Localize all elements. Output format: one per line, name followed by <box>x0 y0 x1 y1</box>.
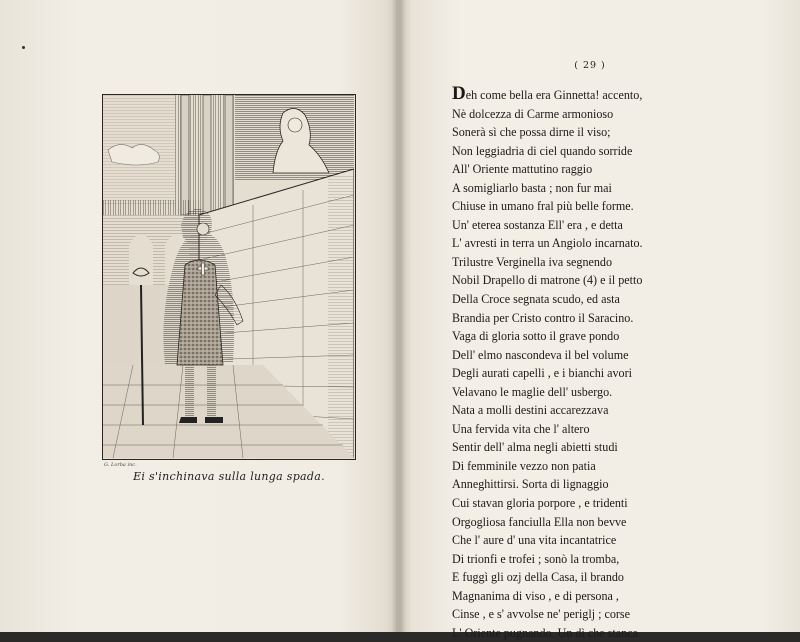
poem-line: L' avresti in terra un Angiolo incarnato. <box>452 236 643 251</box>
poem-line: All' Oriente mattutino raggio <box>452 162 593 177</box>
poem-line: Orgogliosa fanciulla Ella non bevve <box>452 514 627 529</box>
poem-line: Chiuse in umano fral più belle forme. <box>452 199 634 214</box>
poem-line: Della Croce segnata scudo, ed asta <box>452 292 620 307</box>
poem-line: Che l' aure d' una vita incantatrice <box>452 533 617 548</box>
poem-line: Cui stavan gloria porpore , e tridenti <box>452 496 628 511</box>
poem-line: Degli aurati capelli , e i bianchi avori <box>452 366 632 381</box>
poem-line: Cinse , e s' avvolse ne' periglj ; corse <box>452 607 630 622</box>
poem-line: E fuggì gli ozj della Casa, il brando <box>452 570 624 585</box>
poem-line: Vaga di gloria sotto il grave pondo <box>452 329 620 344</box>
poem-line: Dell' elmo nascondeva il bel volume <box>452 347 629 362</box>
poem-line: Sentir dell' alma negli abietti studi <box>452 440 618 455</box>
ink-speck <box>22 46 25 49</box>
knight-and-lady-engraving <box>103 95 354 458</box>
poem-line: L' Oriente pugnando. Un dì che stanca <box>452 625 638 640</box>
left-page <box>0 0 398 632</box>
engraver-signature: G. Lorba inc. <box>104 462 137 468</box>
poem-line: Sonerà sì che possa dirne il viso; <box>452 125 611 140</box>
poem-line: Brandia per Cristo contro il Saracino. <box>452 310 634 325</box>
poem-line: Velavano le maglie dell' usbergo. <box>452 384 613 399</box>
poem-line: Un' eterea sostanza Ell' era , e detta <box>452 217 623 232</box>
poem-line: Non leggiadria di ciel quando sorride <box>452 143 633 158</box>
engraving-illustration <box>102 94 356 460</box>
poem-line: Trilustre Verginella iva segnendo <box>452 254 612 269</box>
book-gutter <box>392 0 406 632</box>
poem-line: A somigliarlo basta ; non fur mai <box>452 180 612 195</box>
poem-line: Di femminile vezzo non patia <box>452 458 596 473</box>
poem-line: Nè dolcezza di Carme armonioso <box>452 106 614 121</box>
poem-line: Nata a molli destini accarezzava <box>452 403 609 418</box>
page-number: ( 29 ) <box>574 60 606 71</box>
poem-line: Anneghittirsi. Sorta di lignaggio <box>452 477 609 492</box>
poem-line: Una fervida vita che l' altero <box>452 421 590 436</box>
poem-line: Di trionfi e trofei ; sonò la tromba, <box>452 551 620 566</box>
poem-text <box>452 83 752 642</box>
poem-line: Nobil Drapello di matrone (4) e il petto <box>452 273 643 288</box>
poem-line: Deh come bella era Ginnetta! accento, <box>452 83 643 104</box>
illustration-caption: Ei s'inchinava sulla lunga spada. <box>133 470 325 483</box>
poem-line: Magnanima di viso , e di persona , <box>452 588 619 603</box>
